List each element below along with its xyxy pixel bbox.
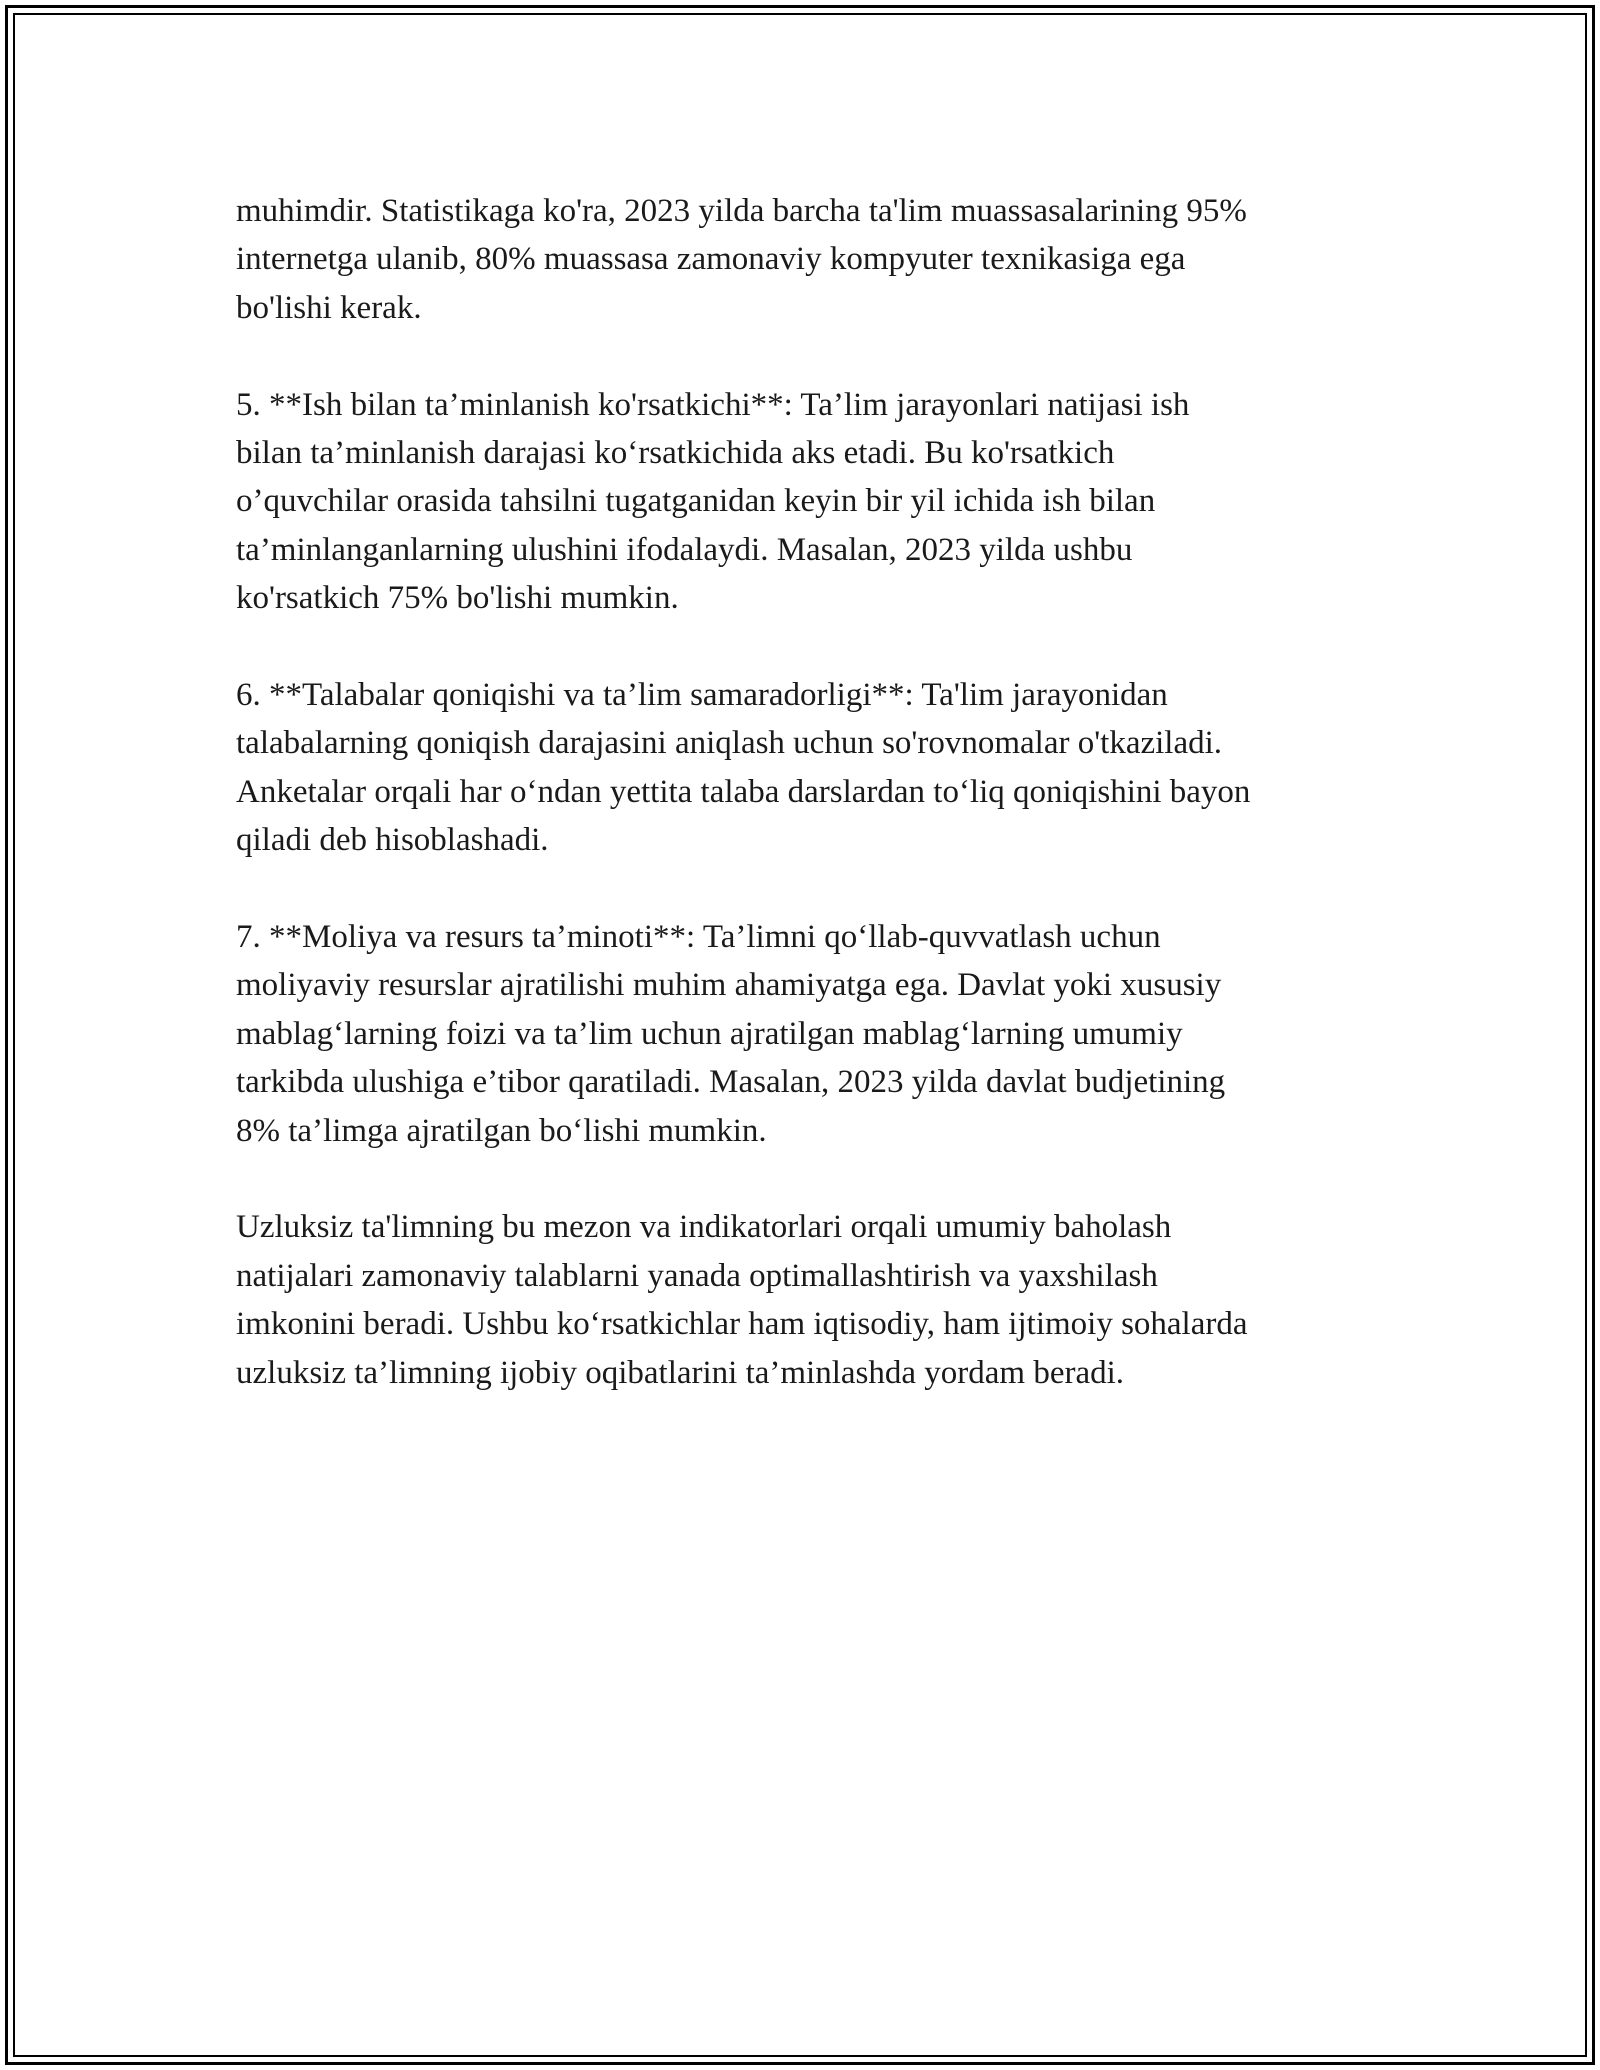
text-line: Anketalar orqali har o‘ndan yettita talaba darslardan to‘liq qoniqishini bayon (236, 773, 1251, 810)
text-line: 5. **Ish bilan ta’minlanish ko'rsatkichi**: Ta’lim jarayonlari natijasi ish (236, 386, 1190, 423)
text-line: imkonini beradi. Ushbu ko‘rsatkichlar ham iqtisodiy, ham ijtimoiy sohalarda (236, 1306, 1248, 1343)
paragraph-employment-indicator (236, 381, 1376, 623)
text-line: moliyaviy resurslar ajratilishi muhim ahamiyatga ega. Davlat yoki xususiy (236, 967, 1222, 1004)
paragraph-student-satisfaction (236, 671, 1376, 865)
paragraph-finance-resources (236, 913, 1376, 1155)
text-line: 7. **Moliya va resurs ta’minoti**: Ta’limni qo‘llab-quvvatlash uchun (236, 919, 1161, 956)
text-line: o’quvchilar orasida tahsilni tugatganidan keyin bir yil ichida ish bilan (236, 483, 1156, 520)
text-line: tarkibda ulushiga e’tibor qaratiladi. Masalan, 2023 yilda davlat budjetining (236, 1064, 1226, 1101)
text-line: uzluksiz ta’limning ijobiy oqibatlarini ta’minlashda yordam beradi. (236, 1354, 1125, 1391)
text-line: muhimdir. Statistikaga ko'ra, 2023 yilda barcha ta'lim muassasalarining 95% (236, 193, 1247, 229)
text-line: talabalarning qoniqish darajasini aniqlash uchun so'rovnomalar o'tkaziladi. (236, 725, 1223, 762)
text-line: ko'rsatkich 75% bo'lishi mumkin. (236, 580, 679, 617)
paragraph-conclusion (236, 1203, 1376, 1397)
text-line: bilan ta’minlanish darajasi ko‘rsatkichida aks etadi. Bu ko'rsatkich (236, 435, 1115, 472)
text-line: natijalari zamonaviy talablarni yanada optimallashtirish va yaxshilash (236, 1257, 1158, 1294)
paragraph-infrastructure-continuation (236, 187, 1376, 332)
text-line: bo'lishi kerak. (236, 289, 422, 326)
text-line: internetga ulanib, 80% muassasa zamonaviy kompyuter texnikasiga ega (236, 241, 1186, 278)
text-line: qiladi deb hisoblashadi. (236, 822, 549, 859)
document-body (236, 187, 1376, 1445)
text-line: mablag‘larning foizi va ta’lim uchun ajratilgan mablag‘larning umumiy (236, 1015, 1183, 1052)
text-line: Uzluksiz ta'limning bu mezon va indikatorlari orqali umumiy baholash (236, 1209, 1172, 1246)
text-line: 8% ta’limga ajratilgan bo‘lishi mumkin. (236, 1112, 767, 1149)
text-line: ta’minlanganlarning ulushini ifodalaydi. Masalan, 2023 yilda ushbu (236, 531, 1133, 568)
text-line: 6. **Talabalar qoniqishi va ta’lim samaradorligi**: Ta'lim jarayonidan (236, 677, 1168, 714)
